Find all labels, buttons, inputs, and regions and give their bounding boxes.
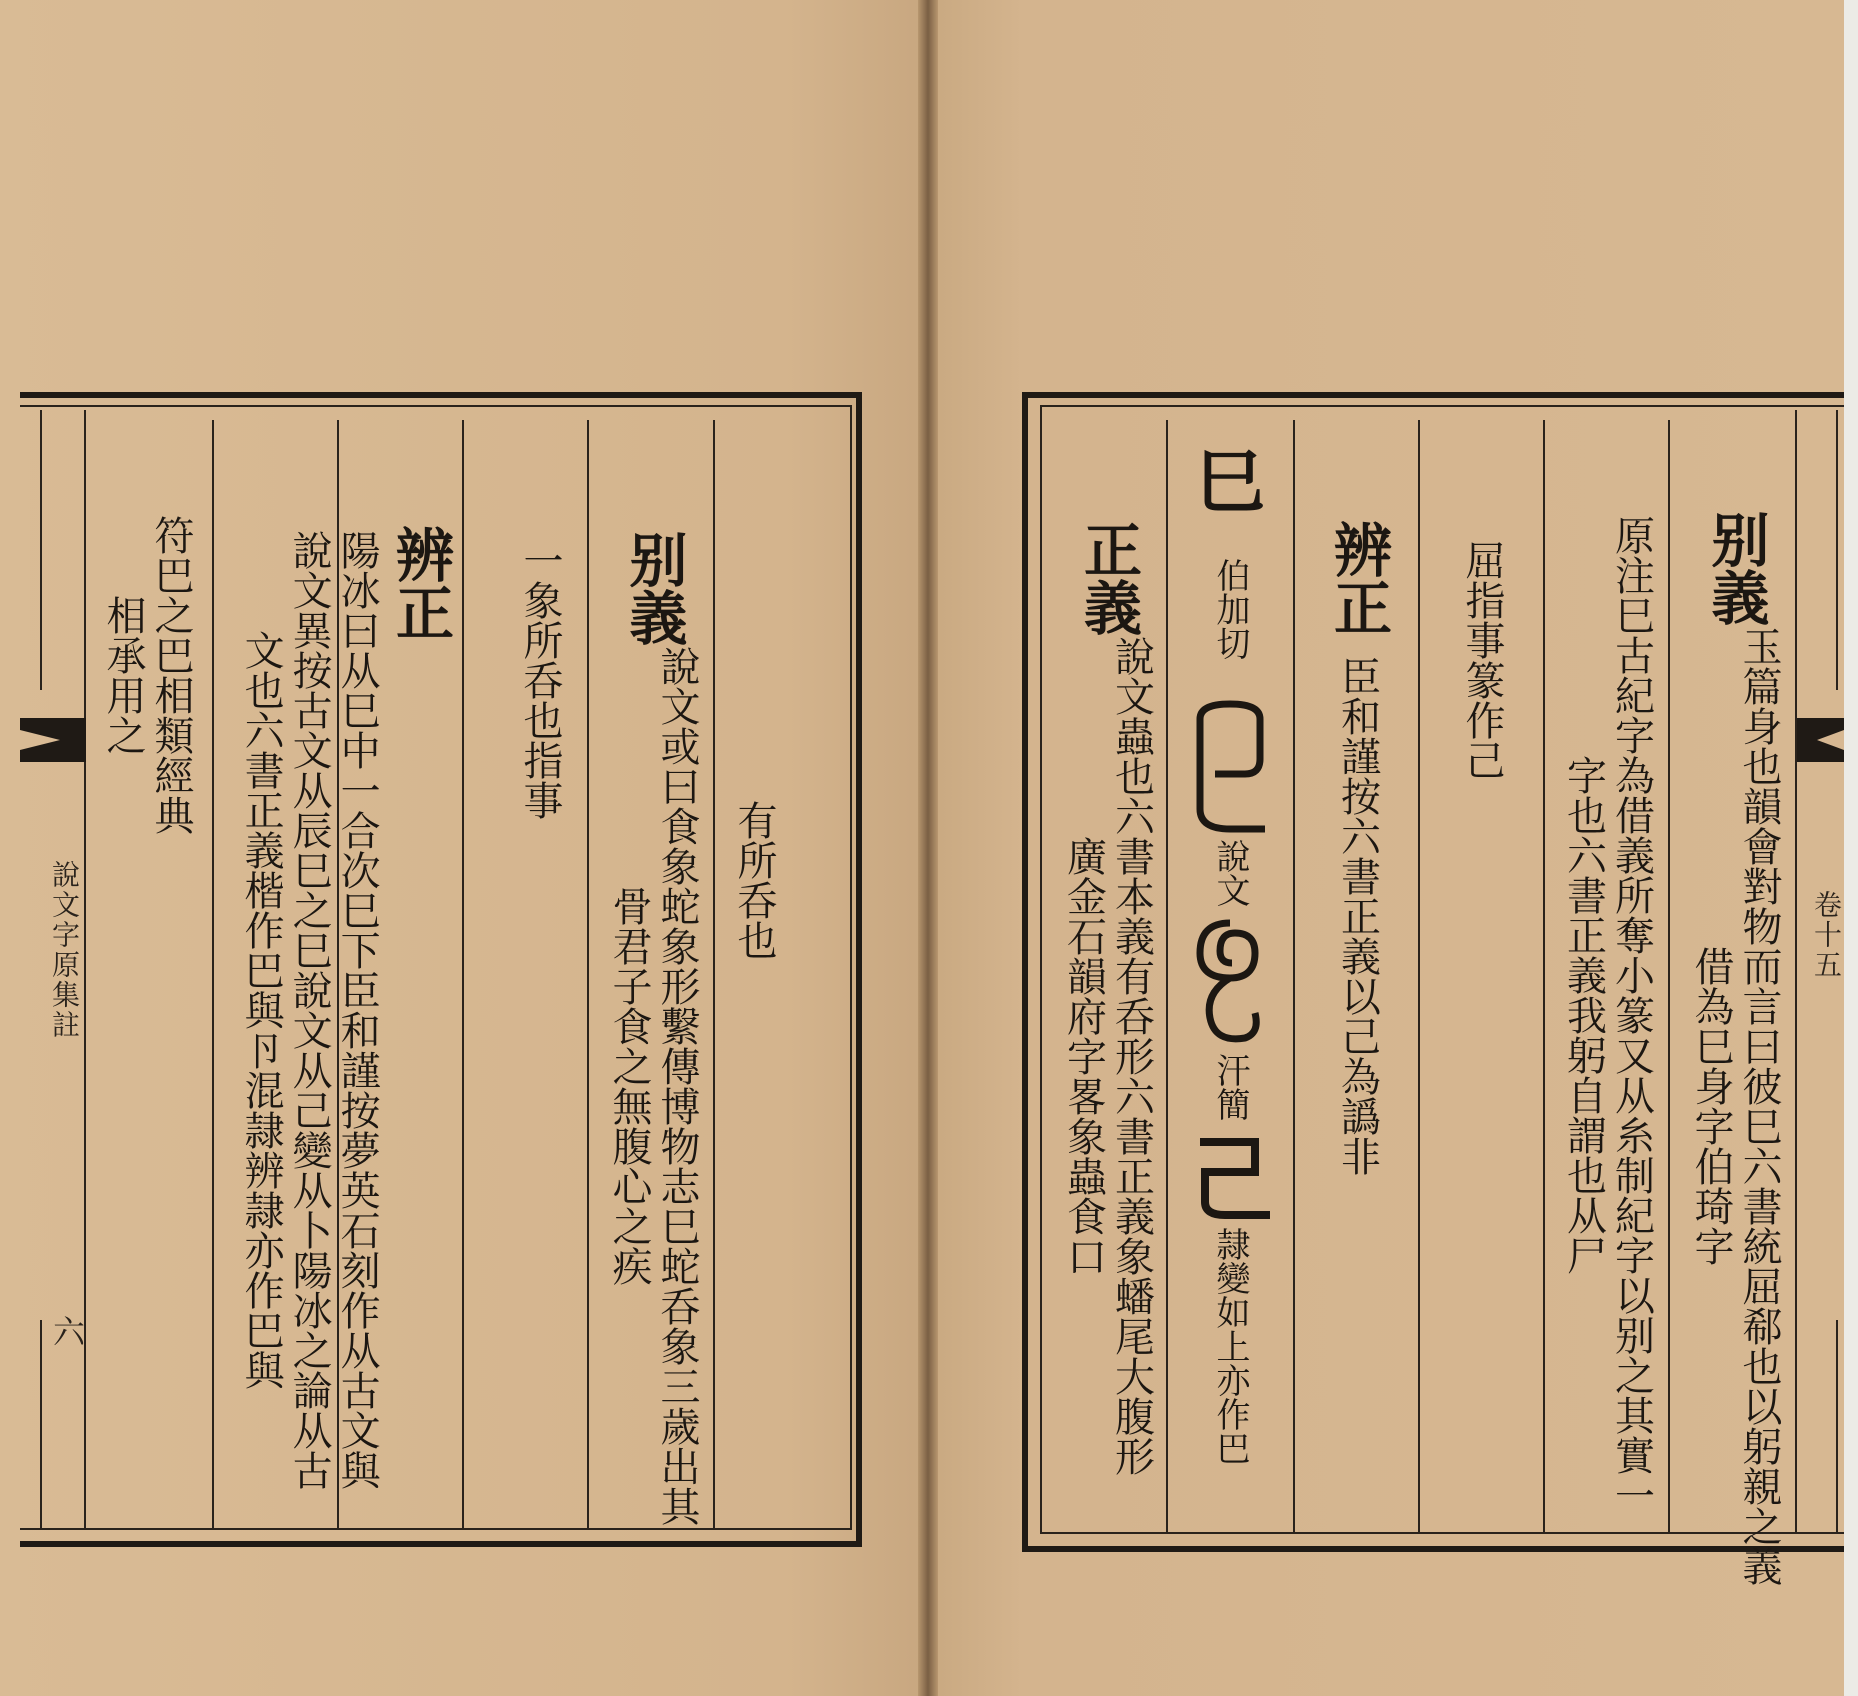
- left-col-3: [500, 530, 580, 830]
- right-margin-title: 卷十五: [1810, 890, 1843, 980]
- entry-heading: 别義: [1701, 510, 1770, 626]
- left-margin-page-number: 六: [48, 1315, 86, 1349]
- source-label: 說文: [1210, 838, 1250, 907]
- right-col-2: [1555, 515, 1660, 1515]
- right-col-4: [1305, 520, 1410, 1196]
- column-text: 陽冰曰从巳中一合次巳下臣和謹按夢英石刻作从古文與說文異按古文从辰巳之巳說文从己變从卜陽冰之論从古文也六書正義楷作巴與卪混隷辨隷亦作巴與: [238, 530, 381, 1490]
- left-col-2: [598, 530, 708, 1526]
- variant-note: 隷變如上: [1210, 1226, 1250, 1363]
- column-text: 臣和謹按六書正義以己為譌非: [1334, 656, 1381, 1176]
- right-col-1: [1680, 510, 1790, 1586]
- left-inner-right-rule: [850, 405, 852, 1530]
- column-text: 原注巳古紀字為借義所奪小篆又从糸制紀字以别之其實一字也六書正義我躬自謂也从尸: [1560, 515, 1655, 1515]
- entry-heading: 辨正: [386, 525, 454, 641]
- variant-note: 汗簡: [1210, 1052, 1250, 1121]
- column-text: 說文或曰食象蛇象形繫傳博物志巳蛇呑象三歲出其骨君子食之無腹心之疾: [606, 646, 700, 1526]
- left-inner-top-rule: [20, 405, 850, 407]
- right-inner-left-rule: [1040, 405, 1042, 1532]
- entry-heading: 正義: [1073, 520, 1142, 636]
- column-text: 一象所呑也指事: [517, 540, 563, 820]
- left-margin-title: 說文字原集註: [48, 860, 81, 1040]
- guwen-glyph-icon: [1190, 913, 1270, 1053]
- column-text: 屈指事篆作己: [1459, 540, 1505, 780]
- right-col-3: [1432, 510, 1532, 810]
- column-text: 符巴之巴相類經典相承用之: [100, 515, 194, 835]
- pronunciation-note: 伯加切: [1210, 557, 1250, 660]
- column-text: 說文蟲也六書本義有呑形六書正義象蟠尾大腹形廣金石韻府字畧象蟲食口: [1060, 636, 1155, 1476]
- left-col-1: [730, 520, 778, 1240]
- variant-note: 亦作巴: [1210, 1362, 1250, 1465]
- book-spine: [918, 0, 938, 1696]
- right-inner-top-rule: [1040, 405, 1844, 407]
- left-col-4: [210, 525, 454, 1495]
- left-col-5: [92, 515, 202, 835]
- entry-heading: 辨正: [1323, 520, 1392, 636]
- fishtail-mark-icon: [1797, 710, 1844, 770]
- column-text: 玉篇身也韻會對物而言曰彼巳六書統屈郗也以躬親之義借為巳身字伯琦字: [1688, 626, 1782, 1586]
- entry-heading: 别義: [619, 530, 688, 646]
- right-col-5: [1170, 440, 1290, 1465]
- clerical-glyph-icon: [1185, 1127, 1275, 1227]
- right-col-6: [1055, 520, 1160, 1476]
- column-text: 有所呑也: [731, 800, 777, 960]
- left-inner-bottom-rule: [20, 1528, 850, 1530]
- entry-heading: 巳: [1195, 440, 1265, 523]
- fishtail-mark-icon: [20, 710, 86, 770]
- seal-script-glyph-icon: [1185, 699, 1275, 839]
